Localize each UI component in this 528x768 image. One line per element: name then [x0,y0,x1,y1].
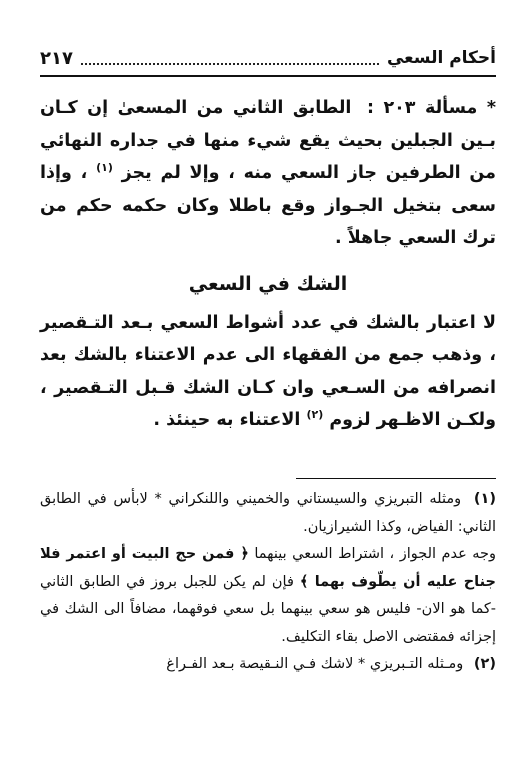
footnote-ref-2[interactable]: (٢) [306,408,324,422]
issue-paragraph [40,92,496,255]
header-rule [40,75,496,77]
footnote-1-text: ومثله التبريزي والسيستاني والخميني واللنكراني * لابأس في الطابق الثاني: الفياض، وكذا الشيرازيان. [40,491,496,535]
footnote-1-number: (١) [473,491,496,507]
section-text-continued: الاعتناء به حينئذ . [153,410,301,430]
footnote-1 [40,486,496,541]
quran-verse: ﴿ فمن حج البيت أو اعتمر فلا جناح عليه أن يطّوف بهما ﴾ [40,546,496,590]
section-paragraph [40,307,496,437]
footnote-2-text: ومـثله التـبريزي * لاشك فـي النـقيصة بـعد الفـراغ [166,656,464,672]
footnote-1-reason-continued: فإن لم يكن للجبل بروز في الطابق الثاني -كما هو الان- فليس هو سعي بينهما بل سعي فوقهما، مضافاً الى الشك في إجزائه فمقتضى الاصل بقاء التكليف. [40,573,496,645]
issue-text-continued: ، وإذا سعى بتخيل الجـواز وقع باطلا وكان حكمه حكم من ترك السعي جاهلاً . [40,163,496,248]
footnote-1-explanation [40,541,496,651]
header-title: أحكام السعي [386,48,496,68]
footnotes [40,486,496,679]
footnote-1-reason: وجه عدم الجواز ، اشتراط السعي بينهما [254,546,497,562]
footnote-separator [296,478,496,479]
section-title: الشك في السعي [188,272,348,295]
header-dotted-leader [81,51,379,65]
main-text [40,92,496,437]
running-header [40,44,496,72]
page-number: ٢١٧ [40,47,73,69]
issue-text: الطابق الثاني من المسعىٰ إن كـان بـين الجبلين بحيث يقع شيء منها في جداره النهائي من الطرفين جاز السعي منه ، وإلا لم يجز [40,98,496,183]
section-text: لا اعتبار بالشك في عدد أشواط السعي بـعد التـقصير ، وذهب جمع من الفقهاء الى عدم الاعتناء بالشك بعد انصرافه من السـعي وان كـان الشك قـبل التـقصير ، ولكـن الاظـهر لزوم [40,312,496,430]
footnote-ref-1[interactable]: (١) [96,161,113,175]
issue-label: * مسألة ٢٠٣ : [366,98,497,118]
footnote-2 [40,651,496,679]
footnote-2-number: (٢) [473,656,496,672]
